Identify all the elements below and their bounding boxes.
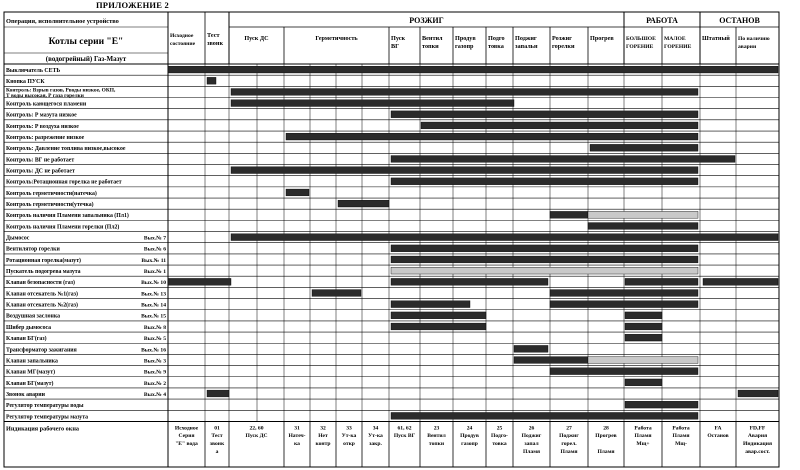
- timing-bar-active: [550, 290, 698, 297]
- timing-bar-active: [168, 66, 778, 73]
- footer-indicator-text: 01: [214, 425, 220, 432]
- row-output-number: Вых.№ 15: [141, 313, 166, 320]
- footer-indicator-text: Нет: [318, 433, 328, 440]
- footer-indicator-text: откр: [343, 441, 355, 448]
- phase-title: Исходное: [170, 33, 194, 39]
- row-label: Дымосос: [6, 235, 30, 242]
- footer-indicator-text: Индикация: [742, 441, 773, 448]
- row-output-number: Вых.№ 7: [143, 235, 166, 242]
- row-label: Пускатель подогрева мазута: [6, 269, 81, 276]
- row-output-number: Вых.№ 5: [143, 336, 166, 343]
- row-label: Трансформатор зажигания: [6, 347, 77, 354]
- row-label: Воздушная заслонка: [6, 313, 60, 320]
- timing-bar-active: [550, 301, 698, 308]
- phase-title: МАЛОЕ: [664, 36, 686, 42]
- row-label: Контроль: разрежение низкое: [6, 135, 85, 142]
- timing-bar-partial: [391, 267, 698, 274]
- footer-indicator-text: газопр: [461, 441, 478, 448]
- phase-title: Подго: [488, 35, 505, 42]
- phase-title: товка: [488, 43, 504, 50]
- row-output-number: Вых.№ 4: [143, 391, 166, 398]
- phase-title: горелки: [552, 43, 575, 50]
- footer-indicator-text: Натеч-: [288, 433, 306, 440]
- footer-indicator-text: Прогрев: [595, 433, 617, 440]
- footer-indicator-text: Пламя: [672, 433, 690, 440]
- group-title: РАБОТА: [646, 16, 678, 25]
- footer-indicator-text: 27: [566, 425, 572, 432]
- row-label: Кнопка ПУСК: [6, 79, 45, 86]
- footer-indicator-text: 24: [466, 425, 473, 432]
- footer-indicator-text: Серия: [178, 433, 195, 440]
- phase-title: звонк: [207, 40, 224, 47]
- timing-bar-active: [231, 167, 698, 174]
- row-label: Вентилятор горелки: [6, 246, 60, 253]
- row-label: Клапан МГ(мазут): [6, 369, 56, 376]
- footer-indicator-text: Останов: [707, 433, 729, 440]
- row-output-number: Вых.№ 1: [143, 269, 166, 276]
- footer-indicator-text: 26: [528, 425, 535, 432]
- timing-bar-active: [391, 245, 698, 252]
- timing-bar-active: [391, 301, 470, 308]
- footer-indicator-text: 22, 60: [249, 425, 264, 432]
- phase-title: ГОРЕНИЕ: [664, 44, 692, 50]
- row-label: Шибер дымососа: [6, 324, 52, 331]
- footer-indicator-text: а: [215, 448, 219, 455]
- footer-indicator-text: Ут-ка: [341, 433, 357, 440]
- row-output-number: Вых.№ 6: [143, 246, 166, 253]
- footer-indicator-text: закр.: [369, 441, 382, 448]
- footer-indicator-text: Поджиг: [521, 433, 542, 440]
- phase-title: Поджиг: [515, 35, 537, 42]
- footer-indicator-text: Вентил: [427, 433, 446, 440]
- footer-indicator-text: 32: [320, 425, 326, 432]
- timing-bar-active: [514, 345, 548, 352]
- footer-indicator-text: товка: [492, 441, 507, 448]
- row-label: Контроль: Р мазута низкое: [6, 112, 77, 119]
- row-label: Контроль:Ротационная горелка не работает: [6, 179, 122, 186]
- phase-title: Вентил: [422, 35, 443, 42]
- footer-indicator-text: FD,FF: [749, 425, 766, 432]
- footer-label: Индикация рабочего окна: [6, 425, 79, 433]
- row-label: Ротационная горелка(мазут): [6, 257, 81, 264]
- phase-title: Тест: [207, 32, 220, 39]
- row-label: Контроль наличия Пламени горелки (Пл2): [6, 224, 120, 231]
- timing-bar-active: [550, 368, 698, 375]
- row-output-number: Вых.№ 3: [143, 358, 166, 365]
- footer-indicator-text: Мщ+: [636, 441, 650, 448]
- corner-main-title: Котлы серии "Е": [48, 37, 124, 47]
- row-label: Контроль: ВГ не работает: [6, 157, 75, 164]
- footer-indicator-text: 25: [496, 425, 503, 432]
- footer-indicator-text: 31: [294, 425, 300, 432]
- timing-bar-active: [391, 256, 698, 263]
- footer-indicator-text: FA: [714, 425, 722, 432]
- timing-bar-active: [168, 278, 231, 285]
- footer-indicator-text: Тест: [211, 433, 223, 440]
- timing-bar-active: [625, 312, 662, 319]
- row-label: Клапан БГ(мазут): [6, 380, 54, 387]
- timing-bar-active: [391, 156, 735, 163]
- footer-indicator-text: Пламя: [634, 433, 652, 440]
- phase-title: Герметичность: [315, 35, 358, 42]
- timing-bar-active: [391, 412, 698, 419]
- phase-title: Штатный: [702, 35, 730, 42]
- timing-bar-active: [625, 401, 698, 408]
- footer-indicator-text: Мщ-: [675, 441, 687, 448]
- phase-title: состояние: [170, 41, 196, 47]
- timing-bar-active: [338, 200, 389, 207]
- timing-bar-active: [231, 100, 514, 107]
- footer-indicator-text: Авария: [747, 433, 768, 440]
- footer-indicator-text: горел.: [561, 441, 577, 448]
- timing-bar-active: [286, 189, 309, 196]
- footer-indicator-text: Исходное: [174, 425, 199, 432]
- footer-indicator-text: звонк: [209, 441, 225, 448]
- phase-title: топки: [422, 43, 439, 50]
- timing-bar-active: [703, 278, 778, 285]
- footer-indicator-text: Пуск ВГ: [393, 433, 416, 440]
- footer-indicator-text: Пламя: [522, 448, 541, 455]
- timing-bar-active: [207, 77, 216, 84]
- timing-bar-active: [391, 323, 486, 330]
- group-title: РОЗЖИГ: [409, 16, 444, 25]
- row-label: Контроль: ДС не работает: [6, 168, 75, 175]
- row-label: Т воды высокая, Р газа горелки: [6, 92, 84, 99]
- phase-title: ГОРЕНИЕ: [626, 44, 654, 50]
- row-output-number: Вых.№ 2: [143, 380, 166, 387]
- row-label: Контроль: Давление топлива низкое,высокое: [6, 146, 126, 153]
- phase-title: Продув: [455, 35, 476, 42]
- timing-bar-partial: [588, 211, 698, 218]
- phase-title: По наличию: [738, 36, 770, 42]
- timing-bar-active: [514, 357, 588, 364]
- timing-bar-active: [625, 334, 662, 341]
- footer-indicator-text: Подго-: [491, 433, 508, 440]
- phase-title: БОЛЬШОЕ: [626, 36, 656, 42]
- timing-bar-active: [391, 178, 698, 185]
- timing-bar-partial: [588, 357, 698, 364]
- timing-bar-active: [625, 278, 698, 285]
- timing-bar-active: [625, 379, 662, 386]
- footer-indicator-text: 23: [433, 425, 440, 432]
- footer-indicator-text: Продув: [460, 433, 479, 440]
- phase-title: ВГ: [391, 43, 400, 50]
- timing-bar-active: [391, 278, 548, 285]
- row-output-number: Вых.№ 8: [143, 324, 166, 331]
- phase-title: Пуск ДС: [244, 35, 269, 42]
- footer-indicator-text: Работа: [672, 425, 690, 432]
- row-label: Регулятор температуры воды: [6, 403, 84, 410]
- timing-bar-active: [590, 144, 698, 151]
- corner-subtitle: (водогрейный) Газ-Мазут: [45, 55, 127, 63]
- footer-indicator-text: Работа: [634, 425, 652, 432]
- phase-title: Прогрев: [590, 35, 614, 42]
- row-label: Клапан БГ(газ): [6, 336, 47, 343]
- row-label: Выключатель СЕТЬ: [6, 68, 61, 74]
- footer-indicator-text: 61, 62: [397, 425, 412, 432]
- row-label: Контроль кающегося пламени: [6, 101, 87, 108]
- phase-title: газопр: [455, 43, 474, 50]
- timing-bar-active: [550, 211, 588, 218]
- row-label: Контроль герметичности(утечка): [6, 202, 94, 209]
- row-label: Контроль герметичности(натечка): [6, 190, 97, 197]
- row-output-number: Вых.№ 10: [141, 280, 166, 287]
- group-title: ОСТАНОВ: [719, 16, 760, 25]
- footer-indicator-text: авар.сост.: [745, 448, 770, 455]
- phase-title: Пуск: [391, 35, 406, 42]
- footer-indicator-text: запал: [524, 441, 539, 448]
- row-label: Контроль наличия Пламени запальника (Пл1): [6, 213, 129, 220]
- timing-bar-active: [625, 323, 662, 330]
- footer-indicator-text: "Е" вода: [175, 441, 198, 448]
- phase-title: Розжиг: [552, 35, 572, 42]
- row-output-number: Вых.№ 13: [141, 291, 166, 298]
- footer-indicator-text: Поджиг: [559, 433, 579, 440]
- footer-indicator-text: ка: [294, 441, 300, 448]
- row-label: Регулятор температуры мазута: [6, 414, 89, 421]
- row-label: Клапан отсекатель №1(газ): [6, 291, 78, 298]
- footer-indicator-text: Ут-ка: [368, 433, 383, 440]
- row-label: Клапан безопасности (газ): [6, 280, 75, 287]
- timing-bar-active: [231, 89, 698, 96]
- row-label: Звонок аварии: [6, 391, 45, 398]
- row-output-number: Вых.№ 9: [143, 369, 166, 376]
- timing-bar-active: [231, 234, 778, 241]
- footer-indicator-text: Пламя: [597, 448, 615, 455]
- phase-title: аварии: [738, 44, 757, 50]
- footer-indicator-text: топки: [428, 441, 445, 448]
- row-label: Контроль: Взрыв газов, Рводы низкое, ОКП,: [6, 87, 116, 94]
- row-output-number: Вых.№ 16: [141, 347, 166, 354]
- corner-header-text: Операция, исполнительное устройство: [6, 18, 119, 25]
- timing-bar-active: [312, 290, 361, 297]
- timing-bar-active: [391, 312, 486, 319]
- row-output-number: Вых.№ 11: [141, 257, 166, 264]
- timing-bar-active: [286, 133, 698, 140]
- footer-indicator-text: 33: [346, 425, 352, 432]
- appendix-title: ПРИЛОЖЕНИЕ 2: [96, 0, 169, 10]
- row-output-number: Вых.№ 14: [141, 302, 166, 309]
- timing-bar-active: [421, 122, 698, 129]
- row-label: Клапан отсекатель №2(газ): [6, 302, 78, 309]
- footer-indicator-text: 34: [372, 425, 379, 432]
- timing-bar-active: [207, 390, 229, 397]
- footer-indicator-text: контр: [315, 441, 331, 448]
- phase-title: запальн: [515, 43, 538, 50]
- row-label: Контроль: Р воздуха низкое: [6, 123, 79, 130]
- timing-bar-active: [588, 223, 698, 230]
- timing-bar-active: [391, 111, 698, 118]
- timing-bar-active: [738, 390, 778, 397]
- footer-indicator-text: Пуск ДС: [245, 433, 268, 440]
- row-label: Клапан запальника: [6, 358, 58, 365]
- footer-indicator-text: Пламя: [560, 448, 578, 455]
- footer-indicator-text: 28: [603, 425, 609, 432]
